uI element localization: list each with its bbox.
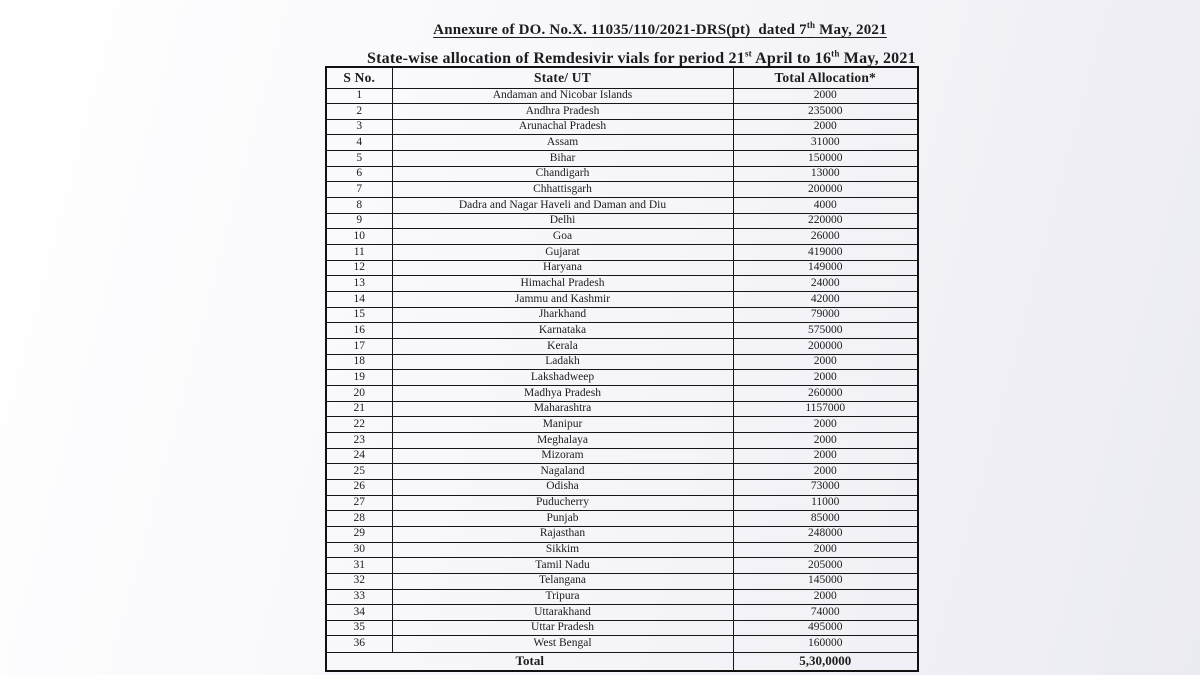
state-cell: Himachal Pradesh — [392, 276, 733, 292]
s-no-cell: 31 — [326, 558, 392, 574]
state-cell: Andaman and Nicobar Islands — [392, 88, 733, 104]
allocation-cell: 205000 — [733, 558, 918, 574]
allocation-cell: 200000 — [733, 182, 918, 198]
allocation-cell: 4000 — [733, 198, 918, 214]
state-cell: Tripura — [392, 589, 733, 605]
allocation-cell: 220000 — [733, 213, 918, 229]
state-cell: Puducherry — [392, 495, 733, 511]
title-heading-pre: State-wise allocation of Remdesivir vials for period 21 — [367, 50, 745, 67]
table-row — [326, 104, 918, 120]
allocation-cell: 73000 — [733, 479, 918, 495]
table-row — [326, 542, 918, 558]
allocation-cell: 85000 — [733, 511, 918, 527]
table-row — [326, 464, 918, 480]
state-cell: Jammu and Kashmir — [392, 292, 733, 308]
allocation-cell: 74000 — [733, 605, 918, 621]
allocation-cell: 235000 — [733, 104, 918, 120]
s-no-cell: 12 — [326, 260, 392, 276]
state-cell: Maharashtra — [392, 401, 733, 417]
table-row — [326, 401, 918, 417]
table-row — [326, 198, 918, 214]
allocation-cell: 2000 — [733, 448, 918, 464]
table-row — [326, 370, 918, 386]
state-cell: West Bengal — [392, 636, 733, 652]
table-row — [326, 292, 918, 308]
state-cell: Haryana — [392, 260, 733, 276]
s-no-cell: 30 — [326, 542, 392, 558]
state-cell: Odisha — [392, 479, 733, 495]
allocation-cell: 79000 — [733, 307, 918, 323]
table-row — [326, 166, 918, 182]
table-row — [326, 135, 918, 151]
allocation-cell: 150000 — [733, 151, 918, 167]
s-no-cell: 4 — [326, 135, 392, 151]
table-row — [326, 432, 918, 448]
s-no-cell: 11 — [326, 245, 392, 261]
s-no-cell: 29 — [326, 526, 392, 542]
table-row — [326, 495, 918, 511]
table-row — [326, 245, 918, 261]
state-cell: Chhattisgarh — [392, 182, 733, 198]
table-row — [326, 526, 918, 542]
allocation-cell: 160000 — [733, 636, 918, 652]
state-cell: Telangana — [392, 573, 733, 589]
s-no-cell: 8 — [326, 198, 392, 214]
table-row — [326, 605, 918, 621]
table-row — [326, 213, 918, 229]
annexure-heading-sup: th — [806, 20, 816, 30]
s-no-cell: 15 — [326, 307, 392, 323]
state-cell: Delhi — [392, 213, 733, 229]
s-no-cell: 17 — [326, 339, 392, 355]
state-cell: Jharkhand — [392, 307, 733, 323]
s-no-cell: 28 — [326, 511, 392, 527]
allocation-cell: 575000 — [733, 323, 918, 339]
state-cell: Gujarat — [392, 245, 733, 261]
s-no-cell: 27 — [326, 495, 392, 511]
title-heading-sup1: st — [744, 48, 752, 59]
table-row — [326, 182, 918, 198]
allocation-cell: 24000 — [733, 276, 918, 292]
state-cell: Bihar — [392, 151, 733, 167]
total-value: 5,30,0000 — [733, 652, 918, 671]
allocation-cell: 2000 — [733, 432, 918, 448]
annexure-heading-post: May, 2021 — [815, 22, 887, 38]
s-no-cell: 5 — [326, 151, 392, 167]
s-no-cell: 35 — [326, 620, 392, 636]
s-no-cell: 24 — [326, 448, 392, 464]
allocation-cell: 2000 — [733, 119, 918, 135]
s-no-cell: 25 — [326, 464, 392, 480]
table-row — [326, 558, 918, 574]
state-cell: Madhya Pradesh — [392, 385, 733, 401]
table-row — [326, 620, 918, 636]
state-cell: Rajasthan — [392, 526, 733, 542]
allocation-cell: 13000 — [733, 166, 918, 182]
state-cell: Goa — [392, 229, 733, 245]
s-no-cell: 9 — [326, 213, 392, 229]
allocation-cell: 31000 — [733, 135, 918, 151]
title-heading-mid: April to 16 — [751, 50, 832, 67]
allocation-cell: 26000 — [733, 229, 918, 245]
table-row — [326, 448, 918, 464]
table-row — [326, 151, 918, 167]
state-cell: Andhra Pradesh — [392, 104, 733, 120]
state-cell: Kerala — [392, 339, 733, 355]
s-no-cell: 14 — [326, 292, 392, 308]
s-no-cell: 18 — [326, 354, 392, 370]
s-no-cell: 6 — [326, 166, 392, 182]
column-header-sno: S No. — [326, 67, 392, 88]
state-cell: Dadra and Nagar Haveli and Daman and Diu — [392, 198, 733, 214]
column-header-allocation: Total Allocation* — [733, 67, 918, 88]
s-no-cell: 23 — [326, 432, 392, 448]
table-row — [326, 589, 918, 605]
table-row — [326, 323, 918, 339]
allocation-cell: 145000 — [733, 573, 918, 589]
table-header-row — [326, 67, 918, 88]
table-row — [326, 260, 918, 276]
state-cell: Manipur — [392, 417, 733, 433]
state-cell: Arunachal Pradesh — [392, 119, 733, 135]
allocation-cell: 42000 — [733, 292, 918, 308]
state-cell: Sikkim — [392, 542, 733, 558]
state-cell: Punjab — [392, 511, 733, 527]
table-row — [326, 119, 918, 135]
allocation-cell: 2000 — [733, 417, 918, 433]
state-cell: Karnataka — [392, 323, 733, 339]
allocation-cell: 419000 — [733, 245, 918, 261]
table-row — [326, 417, 918, 433]
s-no-cell: 2 — [326, 104, 392, 120]
table-row — [326, 354, 918, 370]
s-no-cell: 3 — [326, 119, 392, 135]
table-row — [326, 636, 918, 652]
s-no-cell: 13 — [326, 276, 392, 292]
allocation-cell: 2000 — [733, 370, 918, 386]
s-no-cell: 26 — [326, 479, 392, 495]
allocation-cell: 2000 — [733, 354, 918, 370]
state-cell: Tamil Nadu — [392, 558, 733, 574]
table-row — [326, 307, 918, 323]
s-no-cell: 16 — [326, 323, 392, 339]
s-no-cell: 33 — [326, 589, 392, 605]
column-header-state: State/ UT — [392, 67, 733, 88]
state-cell: Meghalaya — [392, 432, 733, 448]
allocation-cell: 149000 — [733, 260, 918, 276]
table-row — [326, 479, 918, 495]
state-cell: Nagaland — [392, 464, 733, 480]
allocation-cell: 2000 — [733, 88, 918, 104]
allocation-table — [325, 66, 919, 672]
s-no-cell: 10 — [326, 229, 392, 245]
allocation-cell: 495000 — [733, 620, 918, 636]
allocation-cell: 248000 — [733, 526, 918, 542]
total-label: Total — [326, 652, 733, 671]
table-row — [326, 339, 918, 355]
state-cell: Lakshadweep — [392, 370, 733, 386]
s-no-cell: 32 — [326, 573, 392, 589]
allocation-cell: 11000 — [733, 495, 918, 511]
s-no-cell: 19 — [326, 370, 392, 386]
table-row — [326, 385, 918, 401]
annexure-heading-pre: Annexure of DO. No.X. 11035/110/2021-DRS(pt) dated 7 — [433, 22, 807, 38]
allocation-cell: 2000 — [733, 542, 918, 558]
title-heading-sup2: th — [831, 48, 840, 59]
table-row — [326, 573, 918, 589]
allocation-cell: 2000 — [733, 464, 918, 480]
state-cell: Mizoram — [392, 448, 733, 464]
allocation-cell: 1157000 — [733, 401, 918, 417]
state-cell: Assam — [392, 135, 733, 151]
total-row — [326, 652, 918, 671]
state-cell: Uttarakhand — [392, 605, 733, 621]
s-no-cell: 21 — [326, 401, 392, 417]
state-cell: Chandigarh — [392, 166, 733, 182]
state-cell: Uttar Pradesh — [392, 620, 733, 636]
allocation-cell: 200000 — [733, 339, 918, 355]
s-no-cell: 34 — [326, 605, 392, 621]
table-row — [326, 88, 918, 104]
s-no-cell: 7 — [326, 182, 392, 198]
s-no-cell: 20 — [326, 385, 392, 401]
table-row — [326, 276, 918, 292]
title-heading-post: May, 2021 — [839, 50, 916, 67]
s-no-cell: 22 — [326, 417, 392, 433]
state-cell: Ladakh — [392, 354, 733, 370]
table-row — [326, 229, 918, 245]
allocation-cell: 2000 — [733, 589, 918, 605]
s-no-cell: 1 — [326, 88, 392, 104]
allocation-cell: 260000 — [733, 385, 918, 401]
table-row — [326, 511, 918, 527]
s-no-cell: 36 — [326, 636, 392, 652]
